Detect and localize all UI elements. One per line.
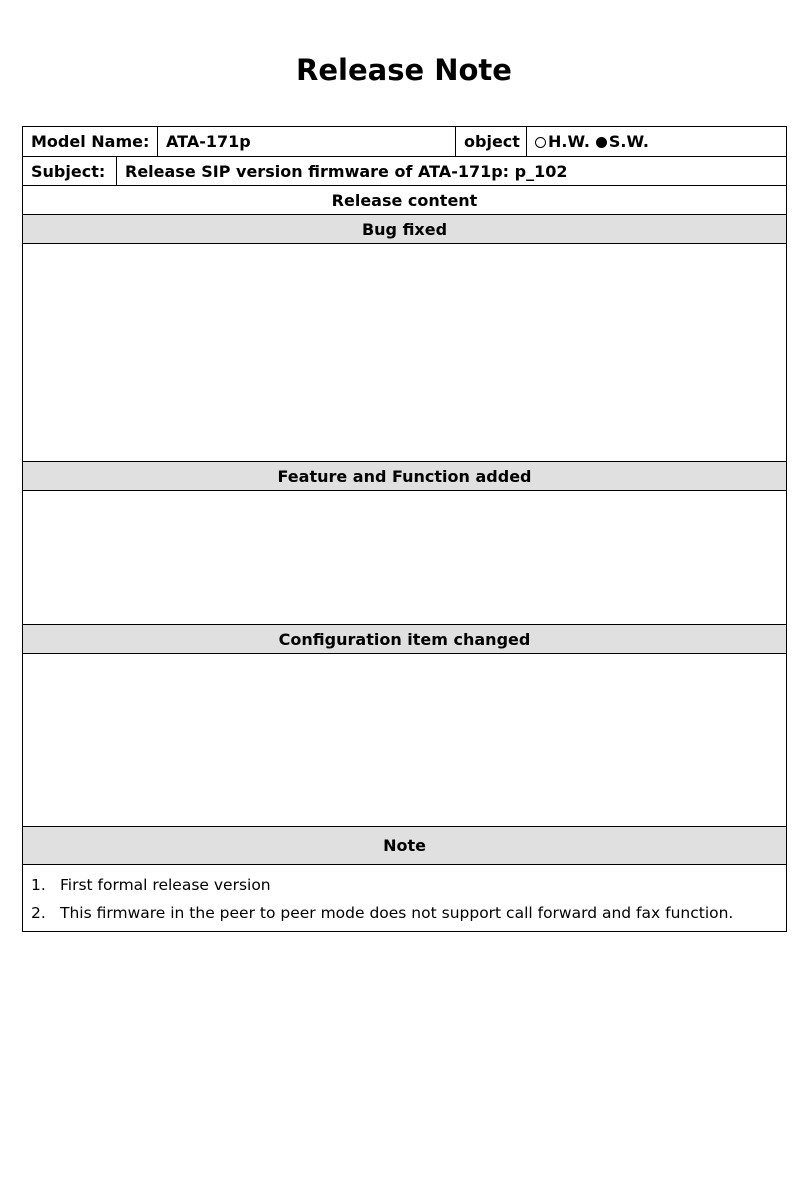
object-label: object: [456, 127, 527, 157]
sw-radio-icon: [596, 137, 607, 148]
model-name-label: Model Name:: [23, 127, 158, 157]
note-content: [23, 865, 787, 932]
subject-row: [23, 157, 787, 186]
subject-label: Subject:: [23, 157, 117, 186]
subject-value: Release SIP version firmware of ATA-171p: p_102: [117, 157, 787, 186]
note-number: 2.: [31, 904, 46, 922]
config-body-row: [23, 654, 787, 827]
object-options: [527, 127, 787, 157]
config-changed-heading: Configuration item changed: [23, 625, 787, 654]
hw-radio-icon: [535, 137, 546, 148]
model-row: [23, 127, 787, 157]
release-content-row: [23, 186, 787, 215]
release-content-heading: Release content: [23, 186, 787, 215]
note-list: [31, 865, 778, 931]
config-header-row: [23, 625, 787, 654]
bug-fixed-header-row: [23, 215, 787, 244]
feature-body-row: [23, 491, 787, 625]
document-title: Release Note: [296, 53, 512, 87]
note-heading: Note: [23, 827, 787, 865]
note-text: First formal release version: [60, 876, 271, 894]
hw-option-label: H.W.: [548, 132, 590, 151]
bug-fixed-body-row: [23, 244, 787, 462]
config-changed-content: [23, 654, 787, 827]
note-text: This firmware in the peer to peer mode does not support call forward and fax function.: [60, 904, 734, 922]
note-number: 1.: [31, 876, 46, 894]
bug-fixed-heading: Bug fixed: [23, 215, 787, 244]
feature-header-row: [23, 462, 787, 491]
note-header-row: [23, 827, 787, 865]
release-note-table: [22, 126, 787, 932]
model-name-value: ATA-171p: [158, 127, 456, 157]
feature-added-heading: Feature and Function added: [23, 462, 787, 491]
list-item: [31, 899, 778, 927]
bug-fixed-content: [23, 244, 787, 462]
note-body-row: [23, 865, 787, 932]
list-item: [31, 871, 778, 899]
feature-added-content: [23, 491, 787, 625]
sw-option-label: S.W.: [608, 132, 649, 151]
